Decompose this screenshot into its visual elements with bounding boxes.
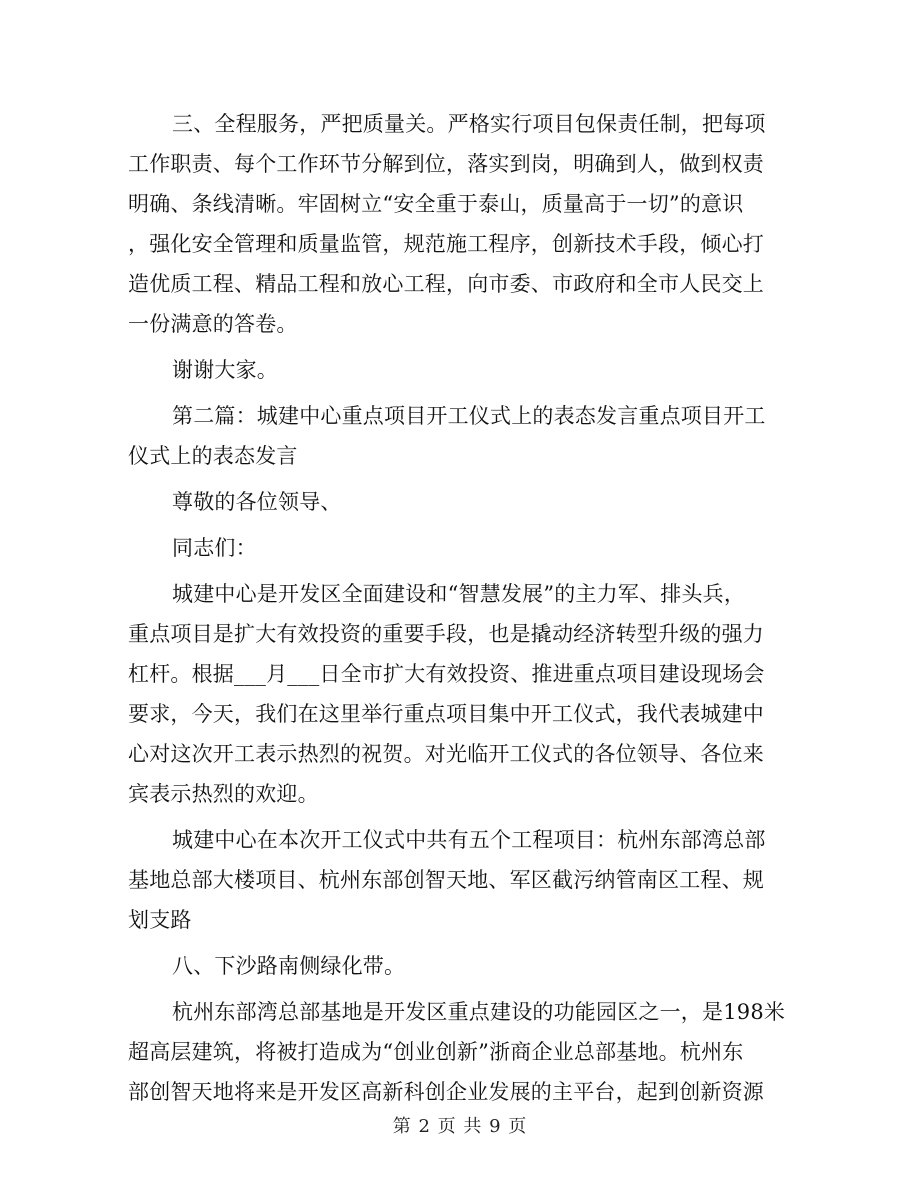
paragraph xyxy=(128,992,786,1112)
text-line: 八、下沙路南侧绿化带。 xyxy=(172,954,406,978)
text-line: 造优质工程、精品工程和放心工程，向市委、市政府和全市人民交上 xyxy=(128,272,764,296)
text-line: 三、全程服务，严把质量关。严格实行项目包保责任制，把每项 xyxy=(172,112,766,136)
paragraph xyxy=(172,528,780,568)
paragraph xyxy=(172,482,780,522)
text-line: 超高层建筑，将被打造成为“创业创新”浙商企业总部基地。杭州东 xyxy=(128,1040,744,1064)
text-line: 杭州东部湾总部基地是开发区重点建设的功能园区之一，是198米 xyxy=(172,1000,786,1024)
text-line: 一份满意的答卷。 xyxy=(128,312,298,336)
text-line: 部创智天地将来是开发区高新科创企业发展的主平台，起到创新资源 xyxy=(128,1080,764,1104)
paragraph xyxy=(128,820,780,940)
paragraph xyxy=(128,396,780,476)
text-line: 城建中心在本次开工仪式中共有五个工程项目：杭州东部湾总部 xyxy=(172,828,766,852)
text-line: 重点项目是扩大有效投资的重要手段，也是撬动经济转型升级的强力 xyxy=(128,622,764,646)
text-line: 要求，今天，我们在这里举行重点项目集中开工仪式，我代表城建中 xyxy=(128,702,764,726)
text-line: 仪式上的表态发言 xyxy=(128,444,298,468)
text-line: 基地总部大楼项目、杭州东部创智天地、军区截污纳管南区工程、规 xyxy=(128,868,764,892)
text-line: 心对这次开工表示热烈的祝贺。对光临开工仪式的各位领导、各位来 xyxy=(128,742,764,766)
page-footer: 第 2 页 共 9 页 xyxy=(392,1116,528,1137)
text-line: 杠杆。根据___月___日全市扩大有效投资、推进重点项目建设现场会 xyxy=(128,662,765,686)
paragraph xyxy=(128,574,780,814)
paragraph xyxy=(172,946,780,986)
text-line: 第二篇：城建中心重点项目开工仪式上的表态发言重点项目开工 xyxy=(172,404,766,428)
text-line: 城建中心是开发区全面建设和“智慧发展”的主力军、排头兵， xyxy=(172,582,746,606)
paragraph xyxy=(172,350,780,390)
paragraph xyxy=(128,104,780,344)
text-line: ，强化安全管理和质量监管，规范施工程序，创新技术手段，倾心打 xyxy=(128,232,764,256)
text-line: 谢谢大家。 xyxy=(172,358,278,382)
document-body xyxy=(128,104,786,1118)
text-line: 宾表示热烈的欢迎。 xyxy=(128,782,319,806)
text-line: 尊敬的各位领导、 xyxy=(172,490,342,514)
text-line: 工作职责、每个工作环节分解到位，落实到岗，明确到人，做到权责 xyxy=(128,152,764,176)
text-line: 明确、条线清晰。牢固树立“安全重于泰山，质量高于一切”的意识 xyxy=(128,192,744,216)
text-line: 划支路 xyxy=(128,908,192,932)
text-line: 同志们： xyxy=(172,536,257,560)
